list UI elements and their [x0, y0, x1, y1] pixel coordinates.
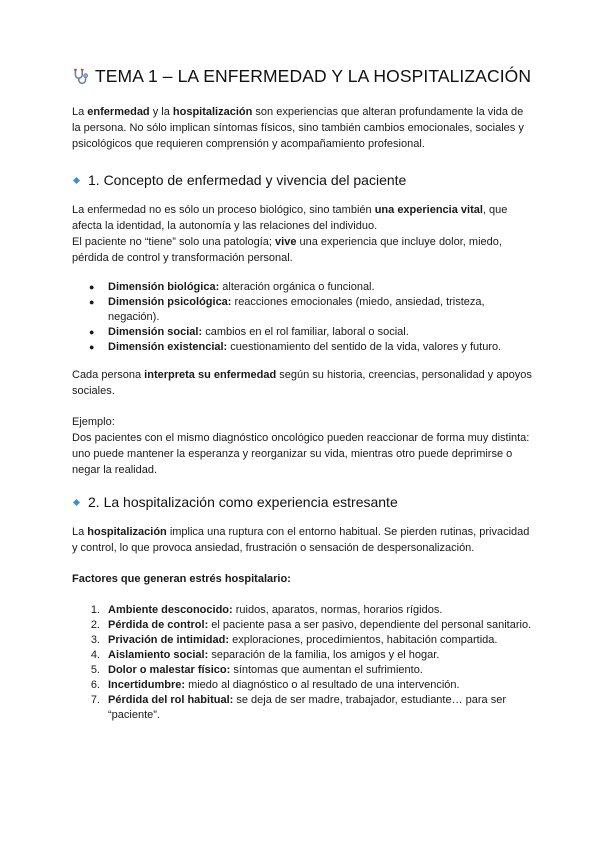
bullet-icon: ● — [89, 297, 95, 307]
bullet-icon: ● — [89, 282, 95, 292]
section-1-paragraph-3: Cada persona interpreta su enfermedad según su historia, creencias, personalidad y apoyos sociales. — [72, 369, 532, 397]
factor-item: 7. Pérdida del rol habitual: se deja de ser madre, trabajador, estudiante… para ser “paciente”. — [90, 694, 507, 721]
diamond-bullet-icon — [73, 176, 80, 183]
factor-item: 6. Incertidumbre: miedo al diagnóstico o al resultado de una intervención. — [90, 679, 460, 691]
bullet-icon: ● — [89, 342, 95, 352]
factor-item: 2. Pérdida de control: el paciente pasa a ser pasivo, dependiente del personal sanitario. — [90, 619, 532, 631]
factor-item: 4. Aislamiento social: separación de la familia, los amigos y el hogar. — [90, 649, 440, 661]
factors-list — [72, 603, 532, 723]
bullet-icon: ● — [89, 327, 95, 337]
section-1-paragraph-1: La enfermedad no es sólo un proceso biológico, sino también una experiencia vital, que afecta la identidad, la autonomía y las relaciones del individuo. — [72, 204, 508, 232]
factor-item: 3. Privación de intimidad: exploraciones, procedimientos, habitación compartida. — [90, 634, 498, 646]
section-2-paragraph-1: La hospitalización implica una ruptura con el entorno habitual. Se pierden rutinas, privacidad y control, lo que provoca ansiedad, frustración o sensación de despersonalización. — [72, 526, 530, 554]
dimensions-list — [72, 280, 532, 355]
title-text: TEMA 1 – LA ENFERMEDAD Y LA HOSPITALIZACIÓN — [95, 66, 532, 86]
intro-paragraph: La enfermedad y la hospitalización son experiencias que alteran profundamente la vida de la persona. No sólo implican síntomas físicos, sino también cambios emocionales, sociales y psicológicos que requieren comprensión y acompañamiento profesional. — [72, 106, 524, 150]
factors-title: Factores que generan estrés hospitalario: — [72, 573, 291, 585]
example-text: Dos pacientes con el mismo diagnóstico oncológico pueden reaccionar de forma muy distinta: uno puede mantener la esperanza y reorganizar su vida, mientras otro puede deprimirse o negar la realidad. — [72, 432, 530, 476]
dimension-item: ● Dimensión social: cambios en el rol familiar, laboral o social. — [89, 326, 409, 338]
dimension-item: ● Dimensión psicológica: reacciones emocionales (miedo, ansiedad, tristeza, negación). — [89, 296, 485, 323]
section-1-heading: 1. Concepto de enfermedad y vivencia del paciente — [72, 172, 532, 188]
dimension-item: ● Dimensión existencial: cuestionamiento del sentido de la vida, valores y futuro. — [89, 341, 502, 353]
stethoscope-icon — [72, 68, 89, 85]
page-title — [72, 66, 532, 87]
dimension-item: ● Dimensión biológica: alteración orgánica o funcional. — [89, 281, 375, 293]
section-2-heading: 2. La hospitalización como experiencia estresante — [72, 494, 532, 510]
section-1-paragraph-2: El paciente no “tiene” solo una patología; vive una experiencia que incluye dolor, miedo, pérdida de control y transformación personal. — [72, 236, 502, 264]
example-label: Ejemplo: — [72, 416, 115, 428]
factor-item: 1. Ambiente desconocido: ruidos, aparatos, normas, horarios rígidos. — [90, 604, 443, 616]
diamond-bullet-icon — [73, 498, 80, 505]
factor-item: 5. Dolor o malestar físico: síntomas que aumentan el sufrimiento. — [90, 664, 423, 676]
